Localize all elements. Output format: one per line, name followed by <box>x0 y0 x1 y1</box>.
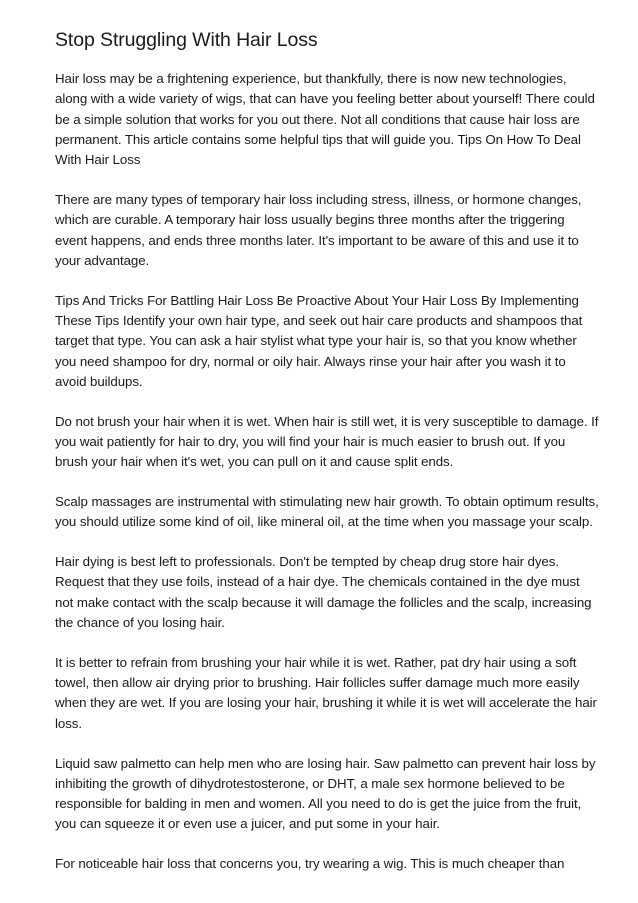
paragraph: It is better to refrain from brushing your hair while it is wet. Rather, pat dry hair using a soft towel, then allow air drying prior to brushing. Hair follicles suffer damage much more easily when they are wet. If you are losing your hair, brushing it while it is wet will accelerate the hair loss. <box>55 654 597 731</box>
paragraph: Do not brush your hair when it is wet. When hair is still wet, it is very susceptible to damage. If you wait patiently for hair to dry, you will find your hair is much easier to brush out. If you brush your hair when it's wet, you can pull on it and cause split ends. <box>55 413 599 470</box>
document-content <box>55 27 600 894</box>
paragraph: Hair loss may be a frightening experience, but thankfully, there is now new technologies, along with a wide variety of wigs, that can have you feeling better about yourself! There could be a simple solution that works for you out there. Not all conditions that cause hair loss are permanent. This article contains some helpful tips that will guide you. Tips On How To Deal With Hair Loss <box>55 71 595 168</box>
document-title: Stop Struggling With Hair Loss <box>55 29 318 51</box>
paragraph: Tips And Tricks For Battling Hair Loss Be Proactive About Your Hair Loss By Implementing These Tips Identify your own hair type, and seek out hair care products and shampoos that target that type. You can ask a hair stylist what type your hair is, so that you know whether you need shampoo for dry, normal or oily hair. Always rinse your hair after you wash it to avoid buildups. <box>55 292 583 389</box>
paragraph: Scalp massages are instrumental with stimulating new hair growth. To obtain optimum results, you should utilize some kind of oil, like mineral oil, at the time when you massage your scalp. <box>55 494 599 530</box>
paragraph: For noticeable hair loss that concerns you, try wearing a wig. This is much cheaper than <box>55 856 565 872</box>
paragraph: Liquid saw palmetto can help men who are losing hair. Saw palmetto can prevent hair loss by inhibiting the growth of dihydrotestosterone, or DHT, a male sex hormone believed to be responsible for balding in men and women. All you need to do is get the juice from the fruit, you can squeeze it or even use a juicer, and put some in your hair. <box>55 755 596 832</box>
paragraph: There are many types of temporary hair loss including stress, illness, or hormone changes, which are curable. A temporary hair loss usually begins three months after the triggering event happens, and ends three months later. It's important to be aware of this and use it to your advantage. <box>55 191 582 268</box>
paragraph: Hair dying is best left to professionals. Don't be tempted by cheap drug store hair dyes. Request that they use foils, instead of a hair dye. The chemicals contained in the dye must not make contact with the scalp because it will damage the follicles and the scalp, increasing the chance of you losing hair. <box>55 554 592 631</box>
